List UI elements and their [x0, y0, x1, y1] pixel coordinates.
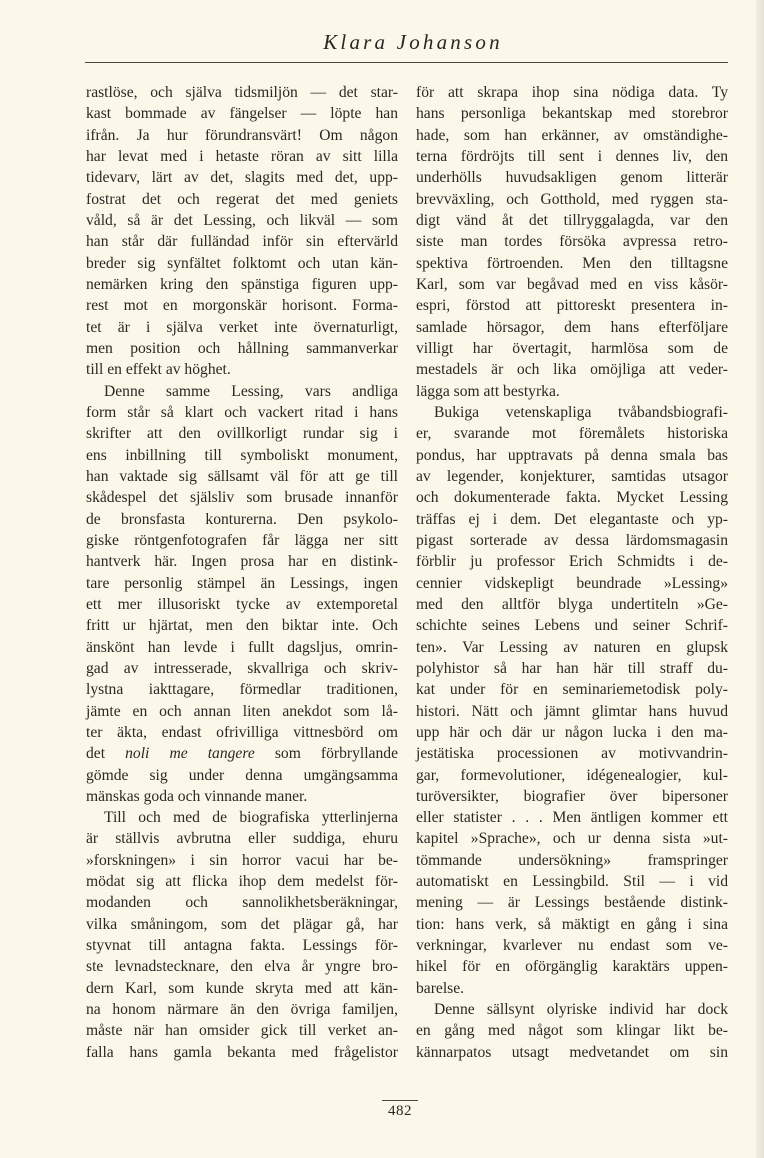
text-line: samlade hörsagor, dem hans efterföljare	[416, 318, 728, 336]
running-header: Klara Johanson	[323, 30, 503, 54]
text-line: Denne sällsynt olyriske individ har dock	[434, 1001, 728, 1019]
text-line: schichte seines Lebens und seiner Schrif-	[416, 617, 728, 635]
text-line	[86, 743, 398, 764]
text-line: digt vänd åt det tillryggalagda, var den	[416, 211, 728, 229]
text-line: är ställvis avbrutna eller suddiga, ehuru	[86, 830, 398, 848]
text-line: terna fördröjts till sent i dennes liv, den	[416, 147, 728, 165]
paragraph	[416, 402, 728, 999]
text-segment: som förbryllande	[254, 745, 398, 763]
text-line: barelse.	[416, 979, 465, 997]
header-rule	[85, 62, 728, 63]
text-line: Till och med de biografiska ytterlinjerna	[104, 809, 398, 827]
text-line: kat under för en seminariemetodisk poly-	[416, 681, 728, 699]
text-line: ten». Var Lessing av naturen en glupsk	[416, 638, 728, 656]
text-line: villigt har övertagit, harmlösa som de	[416, 339, 728, 357]
text-line: brevväxling, och Gotthold, med ryggen sta-	[416, 190, 728, 208]
text-line: fostrat det och regerat det med geniets	[86, 190, 398, 208]
italic-phrase: noli me tangere	[125, 745, 255, 763]
text-line: falla hans gamla bekanta med frågelistor	[86, 1043, 398, 1061]
text-line: histori. Nätt och jämnt glimtar hans huvud	[416, 702, 728, 720]
text-line: form står så klart och vackert ritad i hans	[86, 403, 398, 421]
text-line: pigast sorterade av dessa lärdomsmagasin	[416, 531, 728, 549]
text-line: automatiskt en Lessingbild. Stil — i vid	[416, 873, 728, 891]
paragraph	[86, 807, 398, 1063]
text-line: tet är i själva verket inte övernaturligt,	[86, 318, 398, 336]
text-line: vilka småningom, som det plägar gå, har	[86, 915, 398, 933]
text-line: av legender, konjekturer, samtidas utsagor	[416, 467, 728, 485]
paragraph	[86, 381, 398, 808]
text-line: men position och hållning sammanverkar	[86, 339, 398, 357]
text-line: siste man tordes försöka avpressa retro-	[416, 233, 728, 251]
text-line: mänskas goda och vinnande maner.	[86, 787, 308, 805]
paragraph	[416, 999, 728, 1063]
text-line: nemärken kring den spänstiga figuren upp-	[86, 275, 398, 293]
text-line: har levat med i hetaste röran av sitt lilla	[86, 147, 398, 165]
text-line: skådespel det själsliv som brusade innanför	[86, 489, 398, 507]
text-line: med den alltför blyga undertiteln »Ge-	[416, 595, 728, 613]
text-line: ste levnadstecknare, den elva år yngre bro-	[86, 958, 398, 976]
text-line: verkningar, kvarlever nu endast som ve-	[416, 937, 728, 955]
text-line: hade, som han erkänner, av omständighe-	[416, 126, 728, 144]
page-edge-shadow	[756, 0, 764, 1158]
text-line: cennier vidskepligt beundrade »Lessing»	[416, 574, 728, 592]
text-line: upp här och där ur någon lucka i den ma-	[416, 723, 728, 741]
text-line: jestätiska processionen av motivvandrin-	[416, 745, 728, 763]
text-line: mödat sig att flicka ihop dem medelst för-	[86, 873, 398, 891]
text-line: gad av intresserade, skvallriga och skriv-	[86, 659, 398, 677]
text-line: mestadels är och lika omöjliga att veder-	[416, 361, 728, 379]
text-segment: det	[86, 745, 126, 763]
text-line: och dokumenterade fakta. Mycket Lessing	[416, 489, 728, 507]
text-line: ter äkta, endast ofrivilliga vittnesbörd om	[86, 723, 398, 741]
text-line: mening — är Lessings bestående distink-	[416, 894, 728, 912]
text-line: er, svarande mot föremålets historiska	[416, 425, 728, 443]
text-line: polyhistor så har han här till straff du-	[416, 659, 728, 677]
text-line: modanden och sannolikhetsberäkningar,	[86, 894, 398, 912]
text-line: hans personliga bekantskap med storebror	[416, 105, 728, 123]
text-line: tidevarv, lärt av det, slagits med det, upp-	[86, 169, 398, 187]
paragraph	[86, 82, 398, 381]
text-line: ifrån. Ja hur förundransvärt! Om någon	[86, 126, 398, 144]
text-line: gömde sig under denna umgängsamma	[86, 766, 398, 784]
text-line: skrifter att den ovillkorligt rundar sig i	[86, 425, 398, 443]
text-line: Karl, som var begåvad med en viss kåsör-	[416, 275, 728, 293]
text-line: gar, formevolutioner, idégenealogier, kul-	[416, 766, 728, 784]
text-line: de bronsfasta konturerna. Den psykolo-	[86, 510, 398, 528]
text-line: ens inbillning till symboliskt monument,	[86, 446, 398, 464]
text-line: espri, förstod att pittoreskt presentera in-	[416, 297, 728, 315]
page-number: 482	[382, 1100, 418, 1120]
text-line: träffas ej i dem. Det elegantaste och yp-	[416, 510, 728, 528]
text-line: breder sig synfältet folktomt och utan kän-	[86, 254, 398, 272]
left-column	[86, 82, 398, 1063]
text-line: kännarpatos utsagt medvetandet om sin	[416, 1043, 728, 1061]
text-line: Denne samme Lessing, vars andliga	[104, 382, 398, 400]
text-line: hikel för en oförgänglig karaktärs uppen-	[416, 958, 728, 976]
text-line: ett mer illusoriskt tycke av extemporetal	[86, 595, 398, 613]
text-line: turöversikter, biografier över bipersoner	[416, 787, 728, 805]
text-line: en gång med något som klingar likt be-	[416, 1022, 728, 1040]
text-line: kapitel »Sprache», och ur denna sista »ut-	[416, 830, 728, 848]
text-line: spektiva förtroenden. Men den tilltagsne	[416, 254, 728, 272]
text-line: rastlöse, och själva tidsmiljön — det star-	[86, 84, 398, 101]
text-line: tare personlig stämpel än Lessings, ingen	[86, 574, 398, 592]
text-line: fritt ur hjärtat, men den biktar inte. Och	[86, 617, 398, 635]
text-line: rest mot en morgonskär horisont. Forma-	[86, 297, 398, 315]
text-line: kast bommade av fängelser — löpte han	[86, 105, 398, 123]
text-line: förblir ju professor Erich Schmidts i de-	[416, 553, 728, 571]
text-line: »forskningen» i sin horror vacui har be-	[86, 851, 398, 869]
text-line: lystna iakttagare, förmedlar traditionen,	[86, 681, 398, 699]
text-line: giske röntgenfotografen får lägga ner sitt	[86, 531, 398, 549]
text-line: hantverk här. Ingen prosa har en distink-	[86, 553, 398, 571]
text-line: na honom närmare än den övriga familjen,	[86, 1001, 398, 1019]
text-line: för att skrapa ihop sina nödiga data. Ty	[416, 84, 728, 101]
text-line: han står där fulländad inför sin eftervärld	[86, 233, 398, 251]
text-line: tömmande undersökning» framspringer	[416, 851, 728, 869]
text-line: underhölls huvudsakligen genom litterär	[416, 169, 728, 187]
right-column	[416, 82, 728, 1063]
paragraph	[416, 82, 728, 402]
text-line: måste när han omsider gick till verket an-	[86, 1022, 398, 1040]
text-line: lägga som att bestyrka.	[416, 382, 560, 400]
text-line: pondus, har upptravats på denna smala bas	[416, 446, 728, 464]
text-line: änskönt han levde i fullt dagsljus, omrin-	[86, 638, 398, 656]
text-line: jämte en och annan liten anekdot som lå-	[86, 702, 398, 720]
text-line: till en effekt av höghet.	[86, 361, 231, 379]
text-line: tion: hans verk, så mäktigt en gång i sina	[416, 915, 728, 933]
text-line: dern Karl, som kunde skryta med att kän-	[86, 979, 398, 997]
text-line: Bukiga vetenskapliga tvåbandsbiografi-	[434, 403, 728, 421]
text-line: våld, så är det Lessing, och likväl — som	[86, 211, 398, 229]
text-line: eller statister . . . Men äntligen kommer ett	[416, 809, 728, 827]
text-line: han vaktade sig sällsamt väl för att ge till	[86, 467, 398, 485]
text-line: styvnat till antagna fakta. Lessings för-	[86, 937, 398, 955]
